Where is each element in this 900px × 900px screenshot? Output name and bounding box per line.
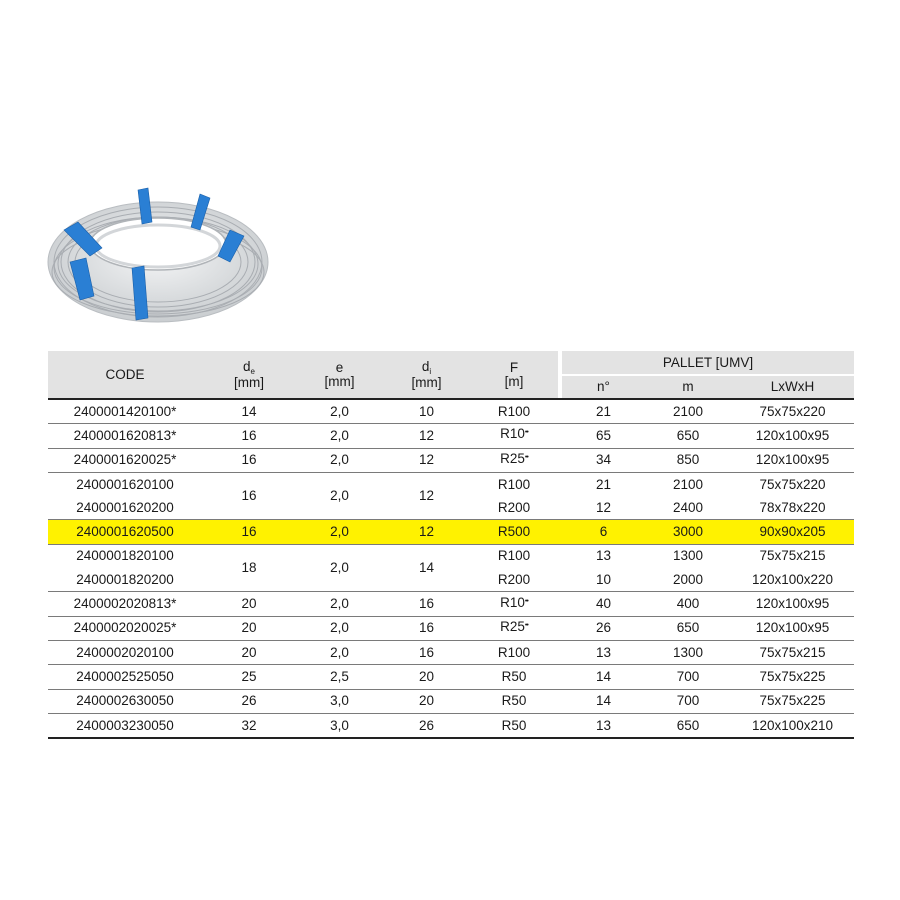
f-cell: R50 (470, 665, 558, 689)
f-cell: R200 (470, 496, 558, 520)
e-cell: 2,5 (296, 665, 383, 689)
de-cell: 18 (202, 544, 296, 592)
coil-mark: •• (524, 429, 528, 437)
m-cell: 1300 (645, 640, 731, 664)
e-cell: 2,0 (296, 472, 383, 520)
f-cell: R500 (470, 520, 558, 544)
coil-mark: •• (524, 621, 528, 629)
lwh-cell: 90x90x205 (731, 520, 854, 544)
di-cell: 12 (383, 424, 470, 448)
table-row (48, 544, 854, 568)
header-inner-diameter: $d_i$ [mm] (383, 351, 470, 399)
f-cell: R100 (470, 399, 558, 424)
n-cell: 40 (562, 592, 645, 616)
lwh-cell: 75x75x220 (759, 476, 826, 492)
m-cell: 700 (645, 689, 731, 713)
de-cell: 20 (202, 616, 296, 640)
table-row (48, 448, 854, 472)
m-cell: 3000 (645, 520, 731, 544)
code-cell: 2400001420100* (48, 399, 202, 424)
de-cell: 16 (202, 448, 296, 472)
lwh-cell: 120x100x220 (731, 568, 854, 592)
f-cell: R10•• (470, 424, 558, 448)
n-cell: 26 (562, 616, 645, 640)
table-row (48, 665, 854, 689)
coil-mark: •• (524, 453, 528, 461)
e-cell: 2,0 (296, 448, 383, 472)
di-cell: 16 (383, 640, 470, 664)
de-cell: 20 (202, 640, 296, 664)
lwh-cell: 75x75x215 (731, 640, 854, 664)
code-cell: 2400002020100 (48, 640, 202, 664)
header-thickness: e [mm] (296, 351, 383, 399)
header-pallet-dimensions: LxWxH (731, 375, 854, 399)
di-cell: 26 (383, 713, 470, 738)
table-row (48, 713, 854, 738)
e-cell: 2,0 (296, 544, 383, 592)
code-cell: 2400003230050 (48, 713, 202, 738)
f-cell: R10•• (470, 592, 558, 616)
table-row (48, 472, 854, 496)
di-cell: 16 (383, 616, 470, 640)
n-cell: 12 (562, 496, 645, 520)
pipe-specification-table (48, 351, 854, 739)
di-cell: 14 (383, 544, 470, 592)
e-cell: 2,0 (296, 592, 383, 616)
m-cell: 2100 (672, 476, 704, 492)
code-cell: 2400001620500 (48, 520, 202, 544)
n-cell: 14 (562, 665, 645, 689)
di-cell: 12 (383, 448, 470, 472)
lwh-cell: 78x78x220 (731, 496, 854, 520)
code-cell: 2400001820100 (76, 548, 174, 564)
n-cell: 13 (562, 713, 645, 738)
header-code: CODE (48, 351, 202, 399)
m-cell: 400 (645, 592, 731, 616)
m-cell: 650 (645, 713, 731, 738)
header-outer-diameter: $d_e$ [mm] (202, 351, 296, 399)
highlighted-table-row (48, 520, 854, 544)
di-cell: 16 (383, 592, 470, 616)
di-cell: 10 (383, 399, 470, 424)
de-cell: 16 (202, 520, 296, 544)
di-cell: 12 (383, 520, 470, 544)
m-cell: 650 (645, 616, 731, 640)
f-cell: R25•• (470, 616, 558, 640)
de-cell: 26 (202, 689, 296, 713)
n-cell: 10 (562, 568, 645, 592)
f-cell: R200 (470, 568, 558, 592)
di-cell: 20 (383, 689, 470, 713)
de-cell: 25 (202, 665, 296, 689)
de-cell: 32 (202, 713, 296, 738)
code-cell: 2400002525050 (48, 665, 202, 689)
e-cell: 2,0 (296, 616, 383, 640)
f-cell: R100 (470, 640, 558, 664)
lwh-cell: 75x75x215 (759, 548, 826, 564)
table-row (48, 592, 854, 616)
lwh-cell: 120x100x210 (731, 713, 854, 738)
code-cell: 2400001620025* (48, 448, 202, 472)
table-row (48, 616, 854, 640)
m-cell: 2400 (645, 496, 731, 520)
de-cell: 14 (202, 399, 296, 424)
lwh-cell: 120x100x95 (731, 424, 854, 448)
di-cell: 12 (383, 472, 470, 520)
di-cell: 20 (383, 665, 470, 689)
f-cell: R50 (470, 713, 558, 738)
lwh-cell: 75x75x225 (731, 689, 854, 713)
m-cell: 1300 (672, 548, 704, 564)
f-cell: R50 (470, 689, 558, 713)
code-cell: 2400001620200 (48, 496, 202, 520)
header-pallet-count: n° (562, 375, 645, 399)
de-cell: 16 (202, 472, 296, 520)
e-cell: 2,0 (296, 640, 383, 664)
pipe-coil-image (40, 178, 280, 328)
lwh-cell: 120x100x95 (731, 616, 854, 640)
lwh-cell: 120x100x95 (731, 448, 854, 472)
n-cell: 13 (562, 640, 645, 664)
code-cell: 2400002020025* (48, 616, 202, 640)
e-cell: 2,0 (296, 424, 383, 448)
code-cell: 2400001820200 (48, 568, 202, 592)
de-cell: 20 (202, 592, 296, 616)
n-cell: 21 (562, 399, 645, 424)
lwh-cell: 120x100x95 (731, 592, 854, 616)
f-cell: R25•• (470, 448, 558, 472)
table-row (48, 640, 854, 664)
f-cell: R100 (497, 548, 531, 564)
header-pallet-meters: m (645, 375, 731, 399)
n-cell: 13 (595, 548, 612, 564)
code-cell: 2400001620100 (76, 476, 174, 492)
coil-mark: •• (524, 597, 528, 605)
table-row (48, 399, 854, 424)
header-format: F [m] (470, 351, 558, 399)
m-cell: 2100 (645, 399, 731, 424)
m-cell: 650 (645, 424, 731, 448)
n-cell: 21 (595, 476, 612, 492)
e-cell: 2,0 (296, 520, 383, 544)
lwh-cell: 75x75x220 (731, 399, 854, 424)
table-row (48, 689, 854, 713)
code-cell: 2400002020813* (48, 592, 202, 616)
de-cell: 16 (202, 424, 296, 448)
e-cell: 2,0 (296, 399, 383, 424)
e-cell: 3,0 (296, 713, 383, 738)
lwh-cell: 75x75x225 (731, 665, 854, 689)
code-cell: 2400001620813* (48, 424, 202, 448)
n-cell: 6 (562, 520, 645, 544)
code-cell: 2400002630050 (48, 689, 202, 713)
n-cell: 34 (562, 448, 645, 472)
f-cell: R100 (497, 476, 531, 492)
m-cell: 700 (645, 665, 731, 689)
n-cell: 65 (562, 424, 645, 448)
n-cell: 14 (562, 689, 645, 713)
table-row (48, 424, 854, 448)
e-cell: 3,0 (296, 689, 383, 713)
header-pallet: PALLET [UMV] (562, 351, 854, 375)
m-cell: 2000 (645, 568, 731, 592)
m-cell: 850 (645, 448, 731, 472)
